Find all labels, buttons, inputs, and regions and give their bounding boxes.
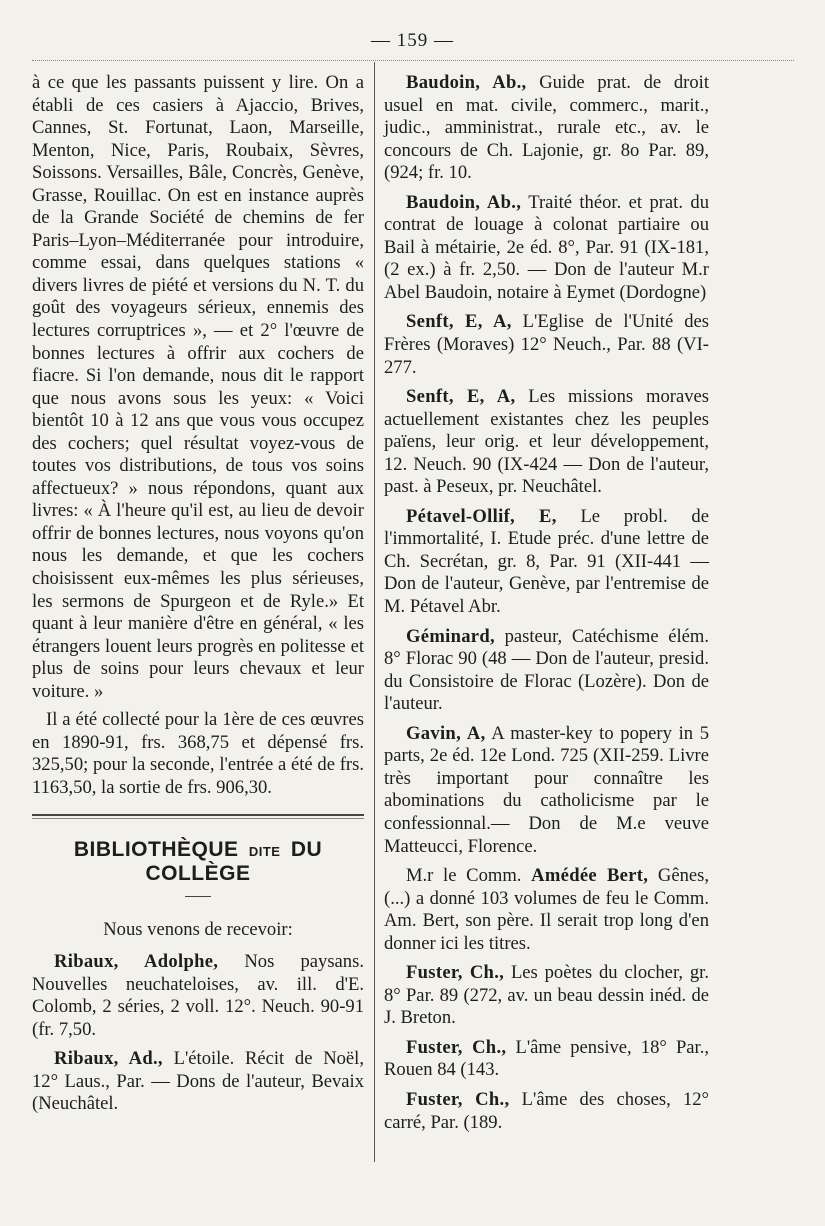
- catalog-entry: [384, 865, 709, 955]
- left-column: [32, 72, 364, 1123]
- entry-author: Géminard,: [406, 625, 495, 647]
- catalog-entry: [384, 506, 709, 619]
- heading-dash: [185, 896, 211, 897]
- entry-text: Les poètes du clocher, gr. 8° Par. 89 (272, av. un beau dessin inéd. de J. Breton.: [384, 962, 709, 1029]
- entry-text: L'Eglise de l'Unité des Frères (Moraves) 12° Neuch., Par. 88 (VI-277.: [384, 311, 709, 378]
- entry-author: Amédée Bert,: [531, 865, 649, 887]
- paragraph: Il a été collecté pour la 1ère de ces œuvres en 1890-91, frs. 368,75 et dépensé frs. 325,50; pour la seconde, l'entrée a été de frs. 1163,50, la sortie de frs. 906,30.: [32, 709, 364, 798]
- entry-text: Les missions moraves actuellement existantes chez les peuples païens, leur orig. et leur développement, 12. Neuch. 90 (IX-424 — Don de l'auteur, past. à Peseux, pr. Neuchâtel.: [384, 386, 709, 498]
- entry-lead: M.r le Comm.: [406, 865, 532, 887]
- entry-text: Guide prat. de droit usuel en mat. civile, commerc., marit., judic., amministrat., rurale etc., av. le concours de Ch. Lajonie, gr. 8o Par. 89, (924; fr. 10.: [384, 72, 709, 184]
- right-column: [384, 72, 709, 1141]
- top-rule: [32, 60, 794, 61]
- section-heading: [32, 839, 364, 886]
- entry-text: A master-key to popery in 5 parts, 2e éd. 12e Lond. 725 (XII-259. Livre très important pour connaître les abominations du catholicisme par le confessionnal.— Don de M.e veuve Matteucci, Florence.: [384, 722, 709, 857]
- entry-text: Gênes,(...) a donné 103 volumes de feu le Comm. Am. Bert, son père. Il serait trop long d'en donner ici les titres.: [384, 865, 710, 954]
- entry-author: Pétavel-Ollif, E,: [406, 505, 557, 527]
- entry-author: Fuster, Ch.,: [406, 962, 505, 984]
- entry-text: L'âme pensive, 18° Par., Rouen 84 (143.: [384, 1036, 709, 1081]
- entry-text: L'âme des choses, 12° carré, Par. (189.: [384, 1088, 709, 1133]
- catalog-entry: [384, 723, 709, 858]
- catalog-entry: [384, 311, 709, 379]
- entry-author: Ribaux, Adolphe,: [54, 951, 219, 973]
- catalog-entry: [384, 72, 709, 185]
- heading-end: DU COLLÈGE: [145, 837, 323, 886]
- catalog-entry: [384, 192, 709, 305]
- catalog-entry: [384, 1037, 709, 1082]
- column-divider: [374, 62, 375, 1162]
- entry-text: pasteur, Catéchisme élém. 8° Florac 90 (48 — Don de l'auteur, presid. du Consistoire de Florac (Lozère). Don de l'auteur.: [384, 625, 709, 715]
- entry-text: Le probl. de l'immortalité, I. Etude préc. d'une lettre de Ch. Secrétan, gr. 8, Par. 91 (XII-441 — Don de l'auteur, Genève, par l'entremise de M. Pétavel Abr.: [384, 505, 709, 618]
- catalog-entry: [32, 1048, 364, 1116]
- catalog-entry: [384, 626, 709, 716]
- paragraph: à ce que les passants puissent y lire. On a établi de ces casiers à Ajaccio, Brives, Cannes, St. Fortunat, Laon, Marseille, Menton, Nice, Paris, Roubaix, Sèvres, Soissons. Versailles, Bâle, Concrès, Genève, Grasse, Rouillac. On est en instance auprès de la Grande Société de chemins de fer Paris–Lyon–Méditerranée pour introduire, comme essai, dans quelques stations « divers livres de piété et versions du N. T. du goût des voyageurs sérieux, ennemis des lectures corruptrices », — et 2° l'œuvre de bonnes lectures à offrir aux cochers de fiacre. Si l'on demande, nous dit le rapport que nous avons sous les yeux: « Voici bientôt 10 à 12 ans que vous vous occupez des cochers; quel résultat voyez-vous de toutes vos distributions, de tous vos soins affectueux? » nous répondons, quant aux livres: « À l'heure qu'il est, au lieu de devoir offrir de bonnes lectures, nous voyons qu'on nous les demande, et que les cochers choisissent eux-mêmes les plus sérieuses, les sermons de Spurgeon et de Ryle.» Et quant à leur manière d'être en général, « les étrangers louent leurs progrès en politesse et plus de soins pour leurs chevaux et leur voiture. »: [32, 72, 364, 702]
- catalog-entry: [384, 962, 709, 1030]
- entry-author: Baudoin, Ab.,: [406, 191, 522, 213]
- entry-text: Traité théor. et prat. du contrat de louage à colonat partiaire ou Bail à métairie, 2e éd. 8°, Par. 91 (IX-181, (2 ex.) à fr. 2,50. — Don de l'auteur M.r Abel Baudoin, notaire à Eymet (Dordogne): [384, 191, 709, 303]
- entry-author: Gavin, A,: [406, 722, 486, 744]
- entry-author: Fuster, Ch.,: [406, 1036, 507, 1058]
- section-separator: [32, 814, 364, 819]
- heading-main: BIBLIOTHÈQUE: [73, 837, 239, 861]
- catalog-entry: [32, 951, 364, 1041]
- entry-author: Senft, E, A,: [406, 311, 512, 333]
- entry-author: Fuster, Ch.,: [406, 1088, 510, 1110]
- entry-text: Nos paysans. Nouvelles neuchateloises, av. ill. d'E. Colomb, 2 séries, 2 voll. 12°. Neuch. 90-91 (fr. 7,50.: [32, 951, 364, 1040]
- entry-author: Baudoin, Ab.,: [406, 72, 527, 93]
- page-number: — 159 —: [371, 30, 454, 51]
- heading-small: DITE: [248, 843, 281, 859]
- entry-text: L'étoile. Récit de Noël, 12° Laus., Par. — Dons de l'auteur, Bevaix (Neuchâtel.: [32, 1048, 364, 1115]
- entry-author: Senft, E, A,: [406, 386, 516, 408]
- entry-author: Ribaux, Ad.,: [54, 1048, 163, 1070]
- catalog-entry: [384, 386, 709, 499]
- catalog-entry: [384, 1089, 709, 1134]
- lead-text: Nous venons de recevoir:: [103, 918, 293, 940]
